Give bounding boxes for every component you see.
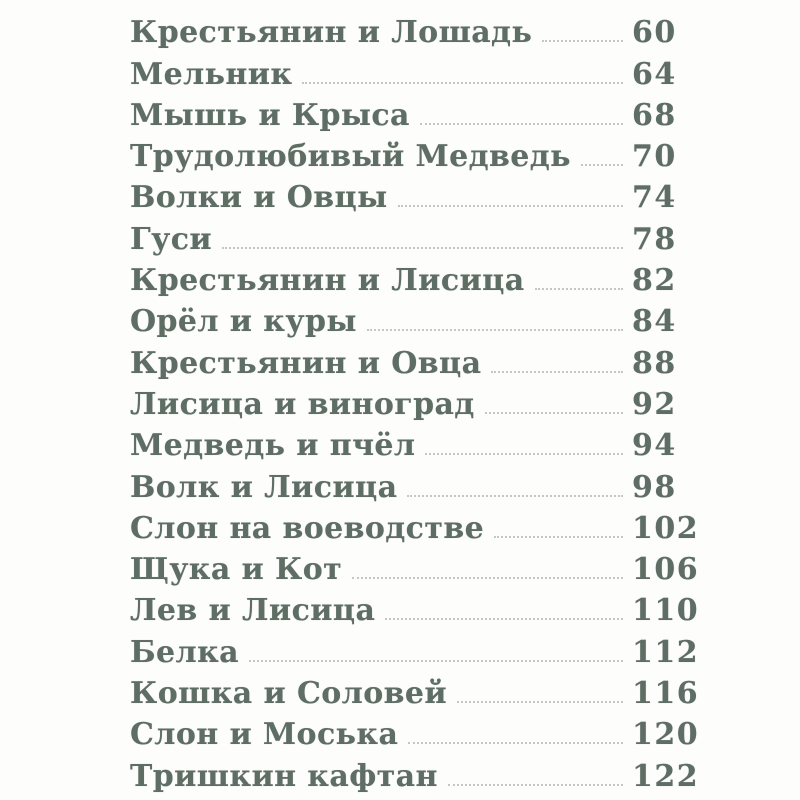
toc-entry-page-number: 82 — [632, 263, 677, 299]
toc-entry-page-number: 70 — [632, 139, 677, 175]
toc-entry-page-number: 110 — [632, 593, 700, 629]
dot-leader — [367, 329, 623, 331]
dot-leader — [352, 577, 623, 579]
toc-entry-title: Тришкин кафтан — [130, 758, 438, 794]
toc-row — [130, 464, 800, 505]
toc-entry-title: Волк и Лисица — [130, 469, 398, 505]
toc-entry-page-number: 68 — [632, 97, 677, 133]
toc-row — [130, 299, 800, 340]
toc-row — [130, 382, 800, 423]
dot-leader — [302, 82, 623, 84]
toc-entry-title: Трудолюбивый Медведь — [130, 139, 571, 175]
toc-entry-title: Орёл и куры — [130, 304, 357, 340]
toc-entry-title: Лисица и виноград — [130, 386, 475, 422]
toc-entry-page-number: 60 — [632, 15, 677, 51]
dot-leader — [494, 536, 623, 538]
toc-entry-page-number: 106 — [632, 552, 700, 588]
dot-leader — [385, 618, 623, 620]
toc-row — [130, 753, 800, 794]
toc-row — [130, 10, 800, 51]
toc-row — [130, 629, 800, 670]
dot-leader — [542, 40, 623, 42]
toc-entry-page-number: 122 — [632, 758, 700, 794]
table-of-contents — [130, 10, 800, 795]
toc-entry-page-number: 102 — [632, 510, 700, 546]
toc-entry-page-number: 74 — [632, 180, 677, 216]
toc-entry-title: Медведь и пчёл — [130, 428, 416, 464]
toc-entry-page-number: 78 — [632, 221, 677, 257]
toc-entry-title: Белка — [130, 634, 239, 670]
toc-entry-page-number: 112 — [632, 634, 700, 670]
toc-entry-page-number: 84 — [632, 304, 677, 340]
toc-entry-title: Крестьянин и Лисица — [130, 263, 525, 299]
toc-row — [130, 93, 800, 134]
toc-row — [130, 258, 800, 299]
toc-row — [130, 51, 800, 92]
toc-row — [130, 506, 800, 547]
dot-leader — [581, 164, 623, 166]
toc-row — [130, 340, 800, 381]
dot-leader — [398, 205, 623, 207]
toc-entry-page-number: 94 — [632, 428, 677, 464]
toc-row — [130, 216, 800, 257]
toc-entry-title: Гуси — [130, 221, 213, 257]
toc-row — [130, 134, 800, 175]
toc-entry-page-number: 98 — [632, 469, 677, 505]
toc-row — [130, 671, 800, 712]
dot-leader — [425, 453, 623, 455]
toc-entry-title: Волки и Овцы — [130, 180, 388, 216]
dot-leader — [535, 288, 623, 290]
toc-entry-title: Слон на воеводстве — [130, 510, 485, 546]
dot-leader — [457, 701, 623, 703]
dot-leader — [448, 784, 623, 786]
toc-entry-title: Слон и Моська — [130, 717, 399, 753]
toc-entry-page-number: 116 — [632, 676, 700, 712]
toc-row — [130, 547, 800, 588]
dot-leader — [407, 495, 623, 497]
dot-leader — [485, 412, 623, 414]
toc-entry-page-number: 92 — [632, 386, 677, 422]
toc-entry-page-number: 120 — [632, 717, 700, 753]
toc-entry-title: Крестьянин и Овца — [130, 345, 482, 381]
dot-leader — [222, 247, 623, 249]
toc-entry-title: Мельник — [130, 56, 293, 92]
dot-leader — [491, 371, 623, 373]
toc-entry-title: Лев и Лисица — [130, 593, 376, 629]
toc-row — [130, 423, 800, 464]
toc-entry-title: Крестьянин и Лошадь — [130, 15, 533, 51]
toc-entry-page-number: 64 — [632, 56, 677, 92]
dot-leader — [408, 742, 623, 744]
toc-entry-page-number: 88 — [632, 345, 677, 381]
toc-entry-title: Кошка и Соловей — [130, 676, 448, 712]
toc-row — [130, 712, 800, 753]
dot-leader — [420, 123, 623, 125]
toc-entry-title: Щука и Кот — [130, 552, 343, 588]
toc-row — [130, 588, 800, 629]
toc-row — [130, 175, 800, 216]
dot-leader — [249, 660, 623, 662]
toc-entry-title: Мышь и Крыса — [130, 97, 410, 133]
